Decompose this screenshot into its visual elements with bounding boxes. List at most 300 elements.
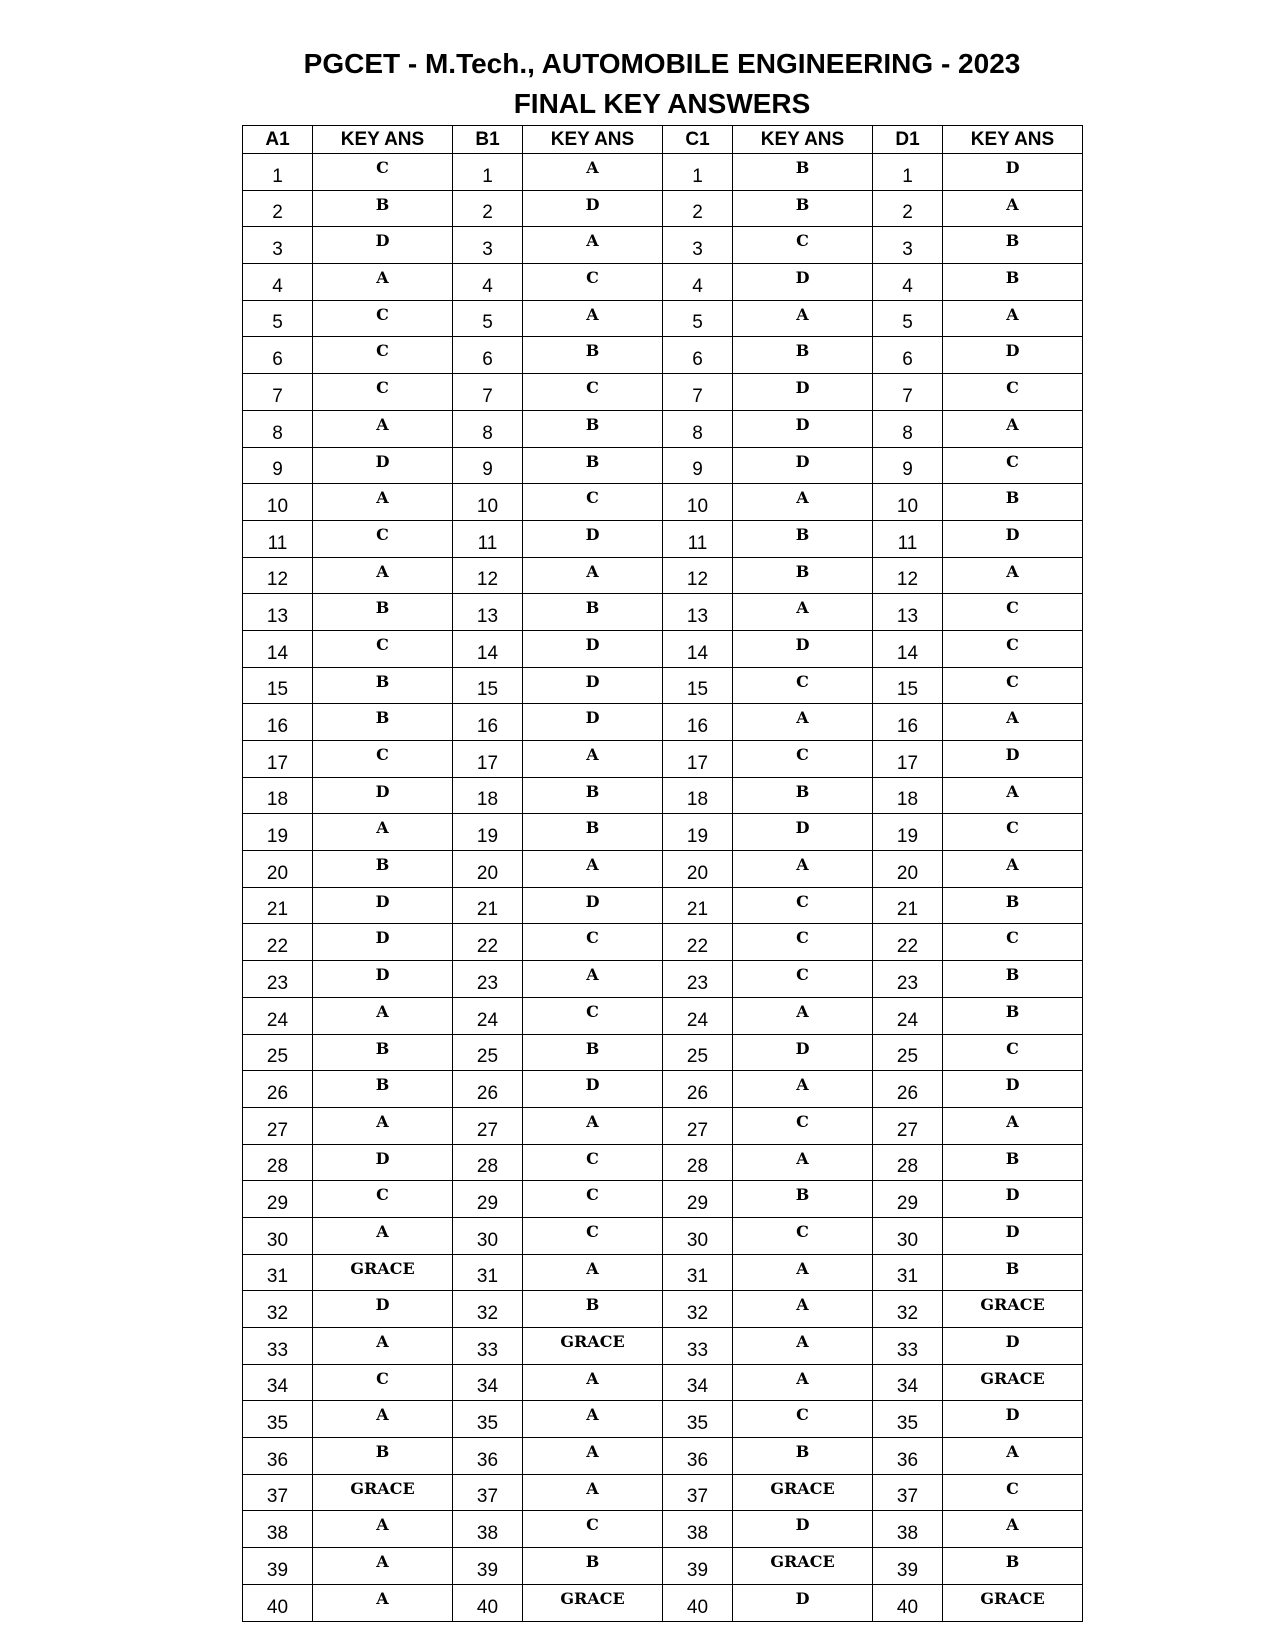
key-answer: A [523, 154, 663, 191]
key-answer: D [943, 741, 1083, 778]
table-row [243, 520, 1083, 557]
question-number: 18 [453, 777, 523, 814]
key-answer: B [733, 520, 873, 557]
table-row [243, 1401, 1083, 1438]
key-answer: GRACE [313, 1474, 453, 1511]
header-set-a1: A1 [243, 126, 313, 154]
question-number: 23 [873, 961, 943, 998]
key-answer: GRACE [943, 1364, 1083, 1401]
key-answer: A [313, 1217, 453, 1254]
table-row [243, 1217, 1083, 1254]
question-number: 2 [243, 190, 313, 227]
key-answer: A [313, 1107, 453, 1144]
key-answer: GRACE [733, 1474, 873, 1511]
question-number: 6 [663, 337, 733, 374]
key-answer: C [523, 1511, 663, 1548]
key-answer: B [313, 190, 453, 227]
key-answer: B [733, 557, 873, 594]
key-answer: D [313, 1144, 453, 1181]
question-number: 1 [663, 154, 733, 191]
key-answer: A [733, 594, 873, 631]
key-answer: D [943, 1181, 1083, 1218]
key-answer: A [733, 1254, 873, 1291]
question-number: 4 [453, 264, 523, 301]
key-answer: A [943, 557, 1083, 594]
question-number: 9 [663, 447, 733, 484]
key-answer: C [313, 630, 453, 667]
key-answer: D [733, 630, 873, 667]
question-number: 11 [243, 520, 313, 557]
key-answer: B [313, 1438, 453, 1475]
question-number: 18 [243, 777, 313, 814]
key-answer: A [733, 1291, 873, 1328]
table-row [243, 1474, 1083, 1511]
key-answer: A [943, 1438, 1083, 1475]
key-answer: A [313, 410, 453, 447]
key-answer: B [943, 887, 1083, 924]
table-row [243, 1107, 1083, 1144]
question-number: 2 [873, 190, 943, 227]
key-answer: GRACE [943, 1291, 1083, 1328]
question-number: 19 [453, 814, 523, 851]
key-answer: A [733, 851, 873, 888]
question-number: 6 [453, 337, 523, 374]
key-answer: C [313, 1181, 453, 1218]
question-number: 22 [243, 924, 313, 961]
key-answer: C [523, 264, 663, 301]
question-number: 31 [453, 1254, 523, 1291]
question-number: 20 [243, 851, 313, 888]
question-number: 39 [873, 1548, 943, 1585]
table-row [243, 484, 1083, 521]
key-answer: B [733, 1181, 873, 1218]
key-answer: D [523, 1071, 663, 1108]
question-number: 4 [663, 264, 733, 301]
key-answer: A [523, 851, 663, 888]
key-answer: A [943, 704, 1083, 741]
key-answer: B [943, 484, 1083, 521]
question-number: 26 [453, 1071, 523, 1108]
key-answer: C [733, 1401, 873, 1438]
key-answer: C [313, 337, 453, 374]
question-number: 25 [873, 1034, 943, 1071]
header-key-ans: KEY ANS [313, 126, 453, 154]
question-number: 7 [663, 374, 733, 411]
key-answer: D [943, 520, 1083, 557]
key-answer: D [313, 227, 453, 264]
question-number: 19 [243, 814, 313, 851]
table-row [243, 1071, 1083, 1108]
key-answer: B [313, 1034, 453, 1071]
key-answer: D [313, 447, 453, 484]
key-answer: A [313, 264, 453, 301]
question-number: 7 [453, 374, 523, 411]
key-answer: C [523, 997, 663, 1034]
table-row [243, 887, 1083, 924]
key-answer: B [313, 704, 453, 741]
key-answer: C [523, 1144, 663, 1181]
key-answer: C [943, 374, 1083, 411]
question-number: 24 [243, 997, 313, 1034]
key-answer: D [733, 1034, 873, 1071]
question-number: 36 [453, 1438, 523, 1475]
question-number: 3 [243, 227, 313, 264]
key-answer: B [943, 264, 1083, 301]
key-answer: C [733, 227, 873, 264]
key-answer: A [313, 1584, 453, 1621]
table-row [243, 1328, 1083, 1365]
question-number: 10 [453, 484, 523, 521]
key-answer: B [733, 1438, 873, 1475]
key-answer: B [943, 227, 1083, 264]
question-number: 20 [453, 851, 523, 888]
question-number: 9 [453, 447, 523, 484]
key-answer: B [733, 154, 873, 191]
question-number: 40 [873, 1584, 943, 1621]
question-number: 8 [453, 410, 523, 447]
question-number: 32 [873, 1291, 943, 1328]
key-answer: A [523, 961, 663, 998]
question-number: 31 [663, 1254, 733, 1291]
table-row [243, 300, 1083, 337]
key-answer: A [733, 704, 873, 741]
table-row [243, 997, 1083, 1034]
question-number: 25 [663, 1034, 733, 1071]
question-number: 28 [453, 1144, 523, 1181]
key-answer: C [313, 520, 453, 557]
question-number: 32 [663, 1291, 733, 1328]
key-answer: C [523, 1181, 663, 1218]
key-answer: C [523, 1217, 663, 1254]
key-answer: C [943, 924, 1083, 961]
table-row [243, 1584, 1083, 1621]
question-number: 2 [453, 190, 523, 227]
key-answer: GRACE [733, 1548, 873, 1585]
question-number: 30 [663, 1217, 733, 1254]
question-number: 5 [663, 300, 733, 337]
key-answer: B [943, 1548, 1083, 1585]
question-number: 19 [663, 814, 733, 851]
question-number: 16 [663, 704, 733, 741]
question-number: 25 [453, 1034, 523, 1071]
key-answer: C [943, 1474, 1083, 1511]
key-answer: C [523, 924, 663, 961]
key-answer: A [523, 300, 663, 337]
table-row [243, 777, 1083, 814]
key-answer: D [733, 410, 873, 447]
key-answer: D [943, 1328, 1083, 1365]
document-header [0, 44, 1275, 124]
question-number: 32 [453, 1291, 523, 1328]
question-number: 17 [243, 741, 313, 778]
question-number: 31 [873, 1254, 943, 1291]
question-number: 13 [243, 594, 313, 631]
key-answer: A [313, 1401, 453, 1438]
question-number: 10 [873, 484, 943, 521]
question-number: 3 [453, 227, 523, 264]
question-number: 39 [243, 1548, 313, 1585]
question-number: 5 [453, 300, 523, 337]
key-answer: D [313, 1291, 453, 1328]
question-number: 17 [453, 741, 523, 778]
question-number: 29 [663, 1181, 733, 1218]
question-number: 15 [243, 667, 313, 704]
question-number: 1 [453, 154, 523, 191]
question-number: 29 [243, 1181, 313, 1218]
question-number: 37 [873, 1474, 943, 1511]
question-number: 36 [243, 1438, 313, 1475]
question-number: 7 [243, 374, 313, 411]
question-number: 4 [243, 264, 313, 301]
table-row [243, 447, 1083, 484]
question-number: 30 [453, 1217, 523, 1254]
table-row [243, 1548, 1083, 1585]
table-row [243, 1034, 1083, 1071]
key-answer: A [313, 1511, 453, 1548]
key-answer: B [733, 777, 873, 814]
key-answer: B [313, 851, 453, 888]
table-row [243, 410, 1083, 447]
key-answer: A [943, 300, 1083, 337]
key-answer: C [733, 1107, 873, 1144]
key-answer: A [313, 997, 453, 1034]
key-answer: A [523, 1438, 663, 1475]
question-number: 10 [243, 484, 313, 521]
question-number: 24 [663, 997, 733, 1034]
question-number: 32 [243, 1291, 313, 1328]
question-number: 16 [453, 704, 523, 741]
key-answer: A [313, 557, 453, 594]
key-answer: C [943, 1034, 1083, 1071]
key-answer: D [943, 1071, 1083, 1108]
key-answer: A [313, 484, 453, 521]
question-number: 34 [453, 1364, 523, 1401]
key-answer: B [313, 667, 453, 704]
key-answer: D [313, 887, 453, 924]
question-number: 27 [453, 1107, 523, 1144]
key-answer: A [523, 1401, 663, 1438]
key-answer: C [733, 741, 873, 778]
question-number: 38 [663, 1511, 733, 1548]
key-answer: D [523, 887, 663, 924]
table-row [243, 851, 1083, 888]
key-answer: C [733, 961, 873, 998]
key-answer: D [943, 1401, 1083, 1438]
header-key-ans: KEY ANS [733, 126, 873, 154]
key-answer: B [313, 594, 453, 631]
key-answer: B [523, 1291, 663, 1328]
document-title: PGCET - M.Tech., AUTOMOBILE ENGINEERING - 2023 [303, 48, 1021, 79]
question-number: 23 [453, 961, 523, 998]
key-answer: D [943, 337, 1083, 374]
table-row [243, 630, 1083, 667]
header-set-d1: D1 [873, 126, 943, 154]
question-number: 34 [663, 1364, 733, 1401]
question-number: 35 [873, 1401, 943, 1438]
question-number: 28 [873, 1144, 943, 1181]
question-number: 29 [873, 1181, 943, 1218]
key-answer: A [523, 557, 663, 594]
question-number: 33 [453, 1328, 523, 1365]
question-number: 18 [873, 777, 943, 814]
key-answer: B [733, 337, 873, 374]
key-answer: C [733, 1217, 873, 1254]
key-answer: A [943, 1107, 1083, 1144]
table-row [243, 337, 1083, 374]
table-body [243, 154, 1083, 1622]
key-answer: C [733, 924, 873, 961]
question-number: 36 [663, 1438, 733, 1475]
question-number: 2 [663, 190, 733, 227]
table-row [243, 704, 1083, 741]
key-answer: D [733, 264, 873, 301]
key-answer: D [733, 1511, 873, 1548]
question-number: 36 [873, 1438, 943, 1475]
table-row [243, 667, 1083, 704]
key-answer: C [733, 667, 873, 704]
key-answer: D [943, 154, 1083, 191]
key-answer: B [313, 1071, 453, 1108]
table-row [243, 961, 1083, 998]
question-number: 37 [243, 1474, 313, 1511]
question-number: 15 [873, 667, 943, 704]
question-number: 4 [873, 264, 943, 301]
key-answer: A [733, 1144, 873, 1181]
question-number: 17 [873, 741, 943, 778]
question-number: 5 [873, 300, 943, 337]
question-number: 21 [453, 887, 523, 924]
question-number: 12 [453, 557, 523, 594]
question-number: 3 [663, 227, 733, 264]
question-number: 14 [663, 630, 733, 667]
key-answer: A [523, 1254, 663, 1291]
key-answer: A [523, 1474, 663, 1511]
question-number: 22 [873, 924, 943, 961]
question-number: 12 [663, 557, 733, 594]
key-answer: A [733, 1364, 873, 1401]
answer-key-table [242, 125, 1083, 1622]
table-row [243, 594, 1083, 631]
question-number: 8 [873, 410, 943, 447]
key-answer: A [733, 1071, 873, 1108]
table-row [243, 814, 1083, 851]
question-number: 9 [873, 447, 943, 484]
key-answer: B [523, 594, 663, 631]
question-number: 3 [873, 227, 943, 264]
question-number: 40 [243, 1584, 313, 1621]
question-number: 14 [453, 630, 523, 667]
key-answer: C [313, 300, 453, 337]
question-number: 24 [453, 997, 523, 1034]
question-number: 22 [453, 924, 523, 961]
question-number: 23 [243, 961, 313, 998]
question-number: 20 [663, 851, 733, 888]
key-answer: C [523, 484, 663, 521]
question-number: 26 [873, 1071, 943, 1108]
key-answer: B [523, 410, 663, 447]
table-header-row [243, 126, 1083, 154]
question-number: 26 [243, 1071, 313, 1108]
question-number: 29 [453, 1181, 523, 1218]
table-row [243, 374, 1083, 411]
question-number: 40 [663, 1584, 733, 1621]
key-answer: C [943, 630, 1083, 667]
question-number: 28 [243, 1144, 313, 1181]
header-set-b1: B1 [453, 126, 523, 154]
question-number: 17 [663, 741, 733, 778]
question-number: 34 [873, 1364, 943, 1401]
key-answer: A [313, 1328, 453, 1365]
key-answer: C [943, 814, 1083, 851]
key-answer: A [523, 1107, 663, 1144]
key-answer: A [943, 190, 1083, 227]
key-answer: GRACE [523, 1328, 663, 1365]
question-number: 8 [243, 410, 313, 447]
table-row [243, 1511, 1083, 1548]
question-number: 37 [663, 1474, 733, 1511]
key-answer: C [313, 741, 453, 778]
question-number: 12 [243, 557, 313, 594]
question-number: 27 [243, 1107, 313, 1144]
key-answer: D [313, 961, 453, 998]
question-number: 1 [243, 154, 313, 191]
key-answer: D [733, 447, 873, 484]
key-answer: GRACE [313, 1254, 453, 1291]
question-number: 13 [663, 594, 733, 631]
question-number: 33 [663, 1328, 733, 1365]
question-number: 30 [243, 1217, 313, 1254]
key-answer: C [943, 594, 1083, 631]
key-answer: D [523, 520, 663, 557]
question-number: 15 [663, 667, 733, 704]
key-answer: B [523, 1548, 663, 1585]
question-number: 9 [243, 447, 313, 484]
question-number: 13 [873, 594, 943, 631]
question-number: 21 [663, 887, 733, 924]
question-number: 38 [873, 1511, 943, 1548]
table-row [243, 1438, 1083, 1475]
question-number: 8 [663, 410, 733, 447]
question-number: 34 [243, 1364, 313, 1401]
key-answer: A [733, 484, 873, 521]
key-answer: A [313, 814, 453, 851]
table-row [243, 557, 1083, 594]
question-number: 6 [873, 337, 943, 374]
key-answer: C [313, 374, 453, 411]
table-row [243, 264, 1083, 301]
question-number: 23 [663, 961, 733, 998]
table-row [243, 1254, 1083, 1291]
key-answer: D [733, 374, 873, 411]
question-number: 30 [873, 1217, 943, 1254]
question-number: 27 [873, 1107, 943, 1144]
question-number: 38 [453, 1511, 523, 1548]
key-answer: A [733, 997, 873, 1034]
question-number: 19 [873, 814, 943, 851]
key-answer: B [523, 1034, 663, 1071]
key-answer: D [733, 814, 873, 851]
key-answer: B [943, 997, 1083, 1034]
question-number: 35 [243, 1401, 313, 1438]
question-number: 21 [873, 887, 943, 924]
question-number: 25 [243, 1034, 313, 1071]
key-answer: A [943, 777, 1083, 814]
question-number: 26 [663, 1071, 733, 1108]
question-number: 33 [243, 1328, 313, 1365]
question-number: 38 [243, 1511, 313, 1548]
question-number: 14 [873, 630, 943, 667]
key-answer: B [943, 1254, 1083, 1291]
